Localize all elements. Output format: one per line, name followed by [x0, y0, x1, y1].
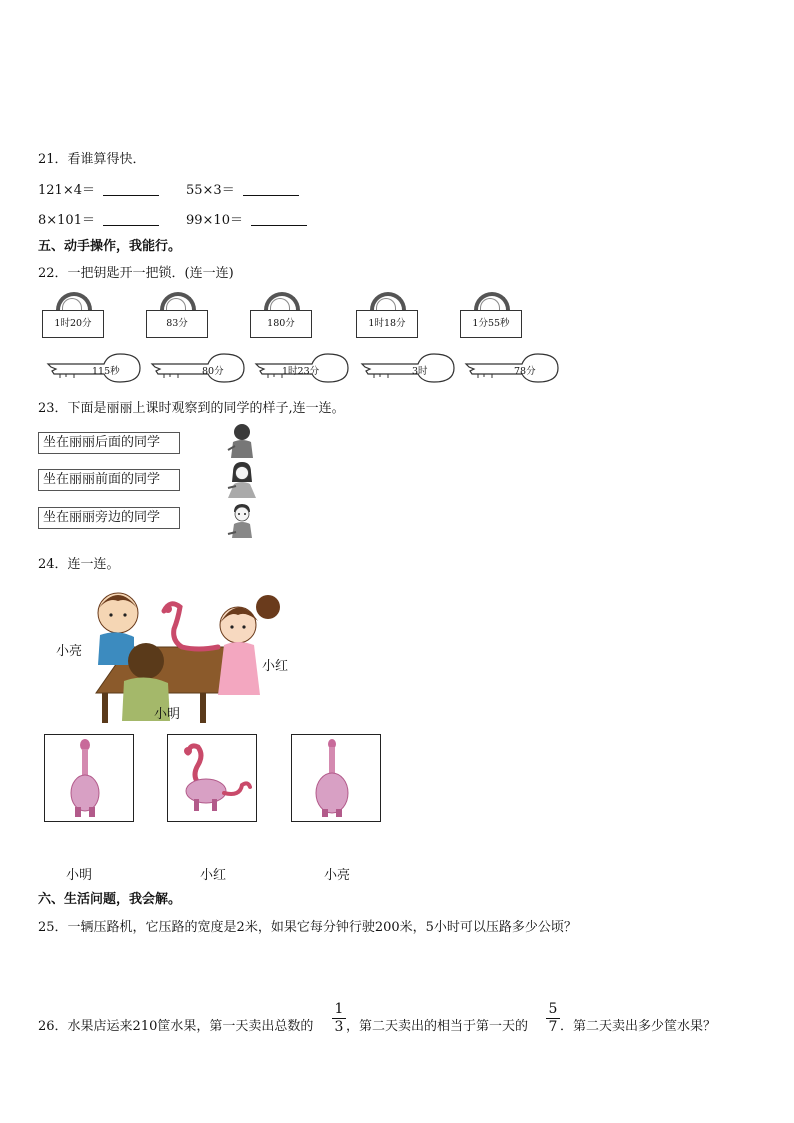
answer-blank[interactable] — [243, 183, 299, 196]
lock-label: 180分 — [250, 310, 312, 338]
q21-item-2 — [186, 179, 299, 198]
q21-expr-4: 99×10＝ — [186, 213, 243, 228]
section-5-heading: 五、动手操作，我能行。 — [38, 239, 182, 254]
scene-label-xiaoming: 小明 — [154, 707, 181, 722]
key-label: 3时 — [412, 366, 428, 377]
q26-fraction-1 — [332, 1002, 346, 1035]
lock-label: 1分55秒 — [460, 310, 522, 338]
key-icon — [464, 350, 560, 386]
section-6-heading: 六、生活问题，我会解。 — [38, 892, 182, 907]
q21-item-4 — [186, 209, 307, 228]
key[interactable] — [464, 350, 560, 386]
student-side-view-boy-icon[interactable] — [226, 502, 258, 540]
lock[interactable] — [146, 292, 210, 342]
key-label: 115秒 — [92, 366, 120, 377]
scene-label-xiaoliang: 小亮 — [56, 644, 83, 659]
student-back-view-icon[interactable] — [226, 422, 258, 460]
q26-fraction-2 — [546, 1002, 560, 1035]
q26-text-part2: ，第二天卖出的相当于第一天的 — [346, 1019, 529, 1034]
q21-expr-1: 121×4＝ — [38, 183, 95, 198]
lock[interactable] — [460, 292, 524, 342]
dinosaur-view-side-frame[interactable] — [167, 734, 257, 822]
q25-text: 25．一辆压路机，它压路的宽度是2米，如果它每分钟行驶200米，5小时可以压路多少公顷？ — [38, 920, 577, 935]
key[interactable] — [360, 350, 456, 386]
fraction-denominator: 3 — [334, 1019, 344, 1035]
key[interactable] — [150, 350, 246, 386]
lock-label: 1时18分 — [356, 310, 418, 338]
dinosaur-front-view-icon — [45, 735, 133, 821]
q21-title: 21．看谁算得快． — [38, 152, 146, 167]
key-icon — [360, 350, 456, 386]
answer-blank[interactable] — [103, 213, 159, 226]
dinosaur-back-view-icon — [292, 735, 380, 821]
answer-blank[interactable] — [103, 183, 159, 196]
scene-label-xiaohong: 小红 — [262, 659, 289, 674]
answer-blank[interactable] — [251, 213, 307, 226]
children-dinosaur-scene — [88, 585, 288, 725]
dinosaur-view-front-frame[interactable] — [44, 734, 134, 822]
lock-label: 1时20分 — [42, 310, 104, 338]
lock[interactable] — [356, 292, 420, 342]
fraction-numerator: 5 — [548, 1001, 558, 1017]
q26-text-part1: 26．水果店运来210筐水果，第一天卖出总数的 — [38, 1019, 314, 1034]
q24-title: 24．连一连。 — [38, 557, 120, 572]
q23-option-behind[interactable]: 坐在丽丽后面的同学 — [38, 432, 180, 454]
lock[interactable] — [250, 292, 314, 342]
fraction-denominator: 7 — [548, 1019, 558, 1035]
dinosaur-side-view-icon — [168, 735, 256, 821]
name-option-2[interactable]: 小红 — [200, 868, 227, 883]
key-label: 1时23分 — [282, 366, 320, 377]
lock[interactable] — [42, 292, 106, 342]
q26-text-part3: ．第二天卖出多少筐水果？ — [560, 1019, 717, 1034]
q21-expr-3: 8×101＝ — [38, 213, 95, 228]
dinosaur-view-back-frame[interactable] — [291, 734, 381, 822]
key-label: 80分 — [202, 366, 224, 377]
key-icon — [150, 350, 246, 386]
name-option-3[interactable]: 小亮 — [324, 868, 351, 883]
q22-title: 22．一把钥匙开一把锁．(连一连) — [38, 266, 234, 281]
lock-label: 83分 — [146, 310, 208, 338]
key[interactable] — [46, 350, 142, 386]
key-label: 78分 — [514, 366, 536, 377]
q21-item-1 — [38, 179, 159, 198]
q23-option-side[interactable]: 坐在丽丽旁边的同学 — [38, 507, 180, 529]
key[interactable] — [254, 350, 350, 386]
q21-item-3 — [38, 209, 159, 228]
student-front-view-girl-icon[interactable] — [226, 460, 258, 500]
q23-title: 23．下面是丽丽上课时观察到的同学的样子,连一连。 — [38, 401, 345, 416]
q23-option-front[interactable]: 坐在丽丽前面的同学 — [38, 469, 180, 491]
name-option-1[interactable]: 小明 — [66, 868, 93, 883]
q21-expr-2: 55×3＝ — [186, 183, 235, 198]
fraction-numerator: 1 — [334, 1001, 344, 1017]
